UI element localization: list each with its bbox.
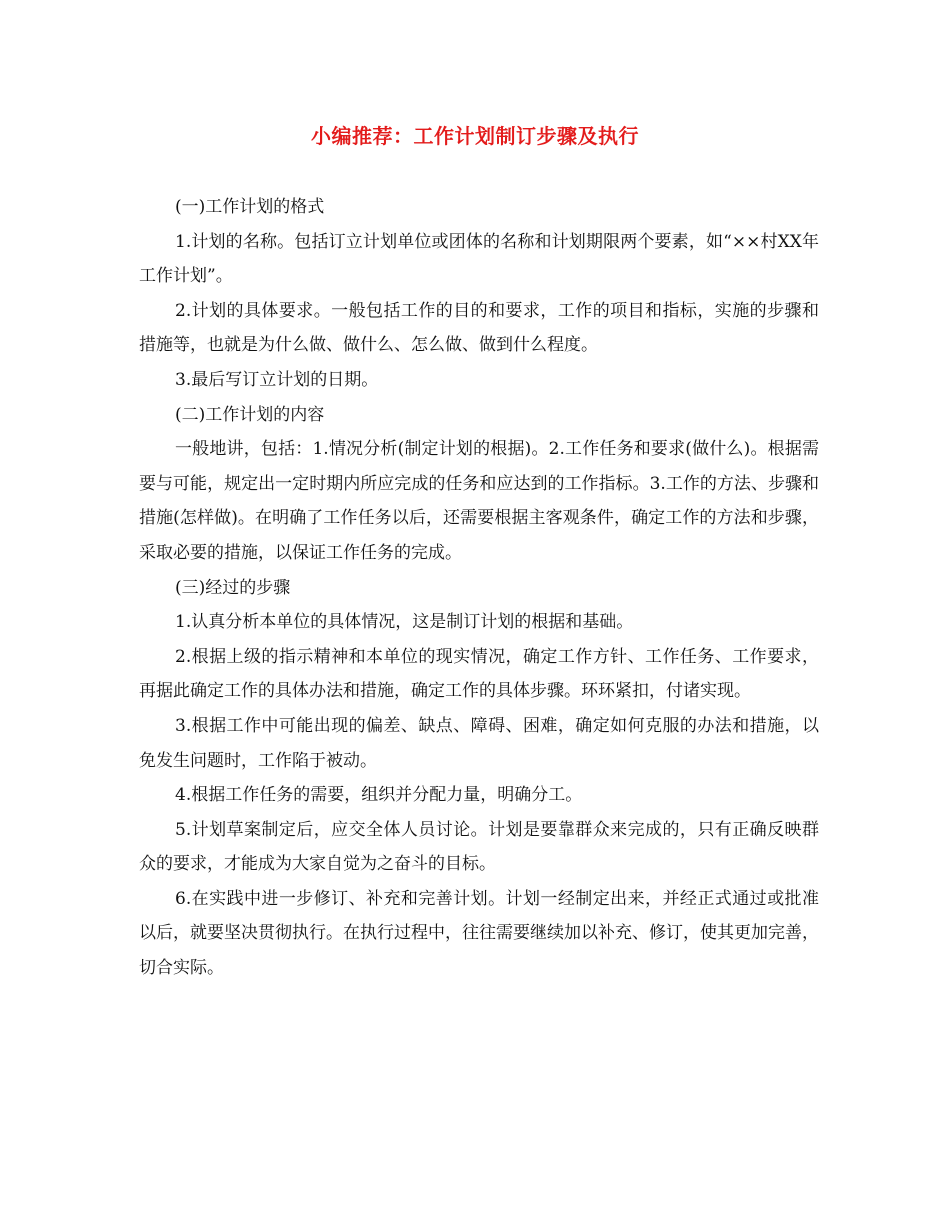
- paragraph-step-4: 4.根据工作任务的需要，组织并分配力量，明确分工。: [175, 785, 583, 806]
- section-heading-format: (一)工作计划的格式: [175, 197, 325, 217]
- section-heading-content: (二)工作计划的内容: [175, 404, 325, 425]
- paragraph-plan-date: 3.最后写订立计划的日期。: [175, 369, 379, 390]
- section-heading-steps: (三)经过的步骤: [175, 577, 291, 598]
- paragraph-step-3: 3.根据工作中可能出现的偏差、缺点、障碍、困难，确定如何克服的办法和措施，以免发生问题时，工作陷于被动。: [139, 715, 819, 771]
- paragraph-plan-name: 1.计划的名称。包括订立计划单位或团体的名称和计划期限两个要素，如“××村XX年工作计划”。: [139, 231, 819, 287]
- paragraph-content-overview: 一般地讲，包括：1.情况分析(制定计划的根据)。2.工作任务和要求(做什么)。根据需要与可能，规定出一定时期内所应完成的任务和应达到的工作指标。3.工作的方法、步骤和措施(怎样做)。在明确了工作任务以后，还需要根据主客观条件，确定工作的方法和步骤，采取必要的措施，以保证工作任务的完成。: [139, 439, 819, 563]
- document-title: 小编推荐：工作计划制订步骤及执行: [311, 124, 639, 148]
- document-body: [139, 190, 819, 986]
- paragraph-step-5: 5.计划草案制定后，应交全体人员讨论。计划是要靠群众来完成的，只有正确反映群众的要求，才能成为大家自觉为之奋斗的目标。: [139, 819, 819, 875]
- paragraph-plan-requirements: 2.计划的具体要求。一般包括工作的目的和要求，工作的项目和指标，实施的步骤和措施等，也就是为什么做、做什么、怎么做、做到什么程度。: [139, 300, 819, 356]
- paragraph-step-2: 2.根据上级的指示精神和本单位的现实情况，确定工作方针、工作任务、工作要求，再据此确定工作的具体办法和措施，确定工作的具体步骤。环环紧扣，付诸实现。: [139, 646, 819, 702]
- paragraph-step-1: 1.认真分析本单位的具体情况，这是制订计划的根据和基础。: [175, 612, 634, 633]
- paragraph-step-6: 6.在实践中进一步修订、补充和完善计划。计划一经制定出来，并经正式通过或批准以后，就要坚决贯彻执行。在执行过程中，往往需要继续加以补充、修订，使其更加完善，切合实际。: [139, 888, 819, 979]
